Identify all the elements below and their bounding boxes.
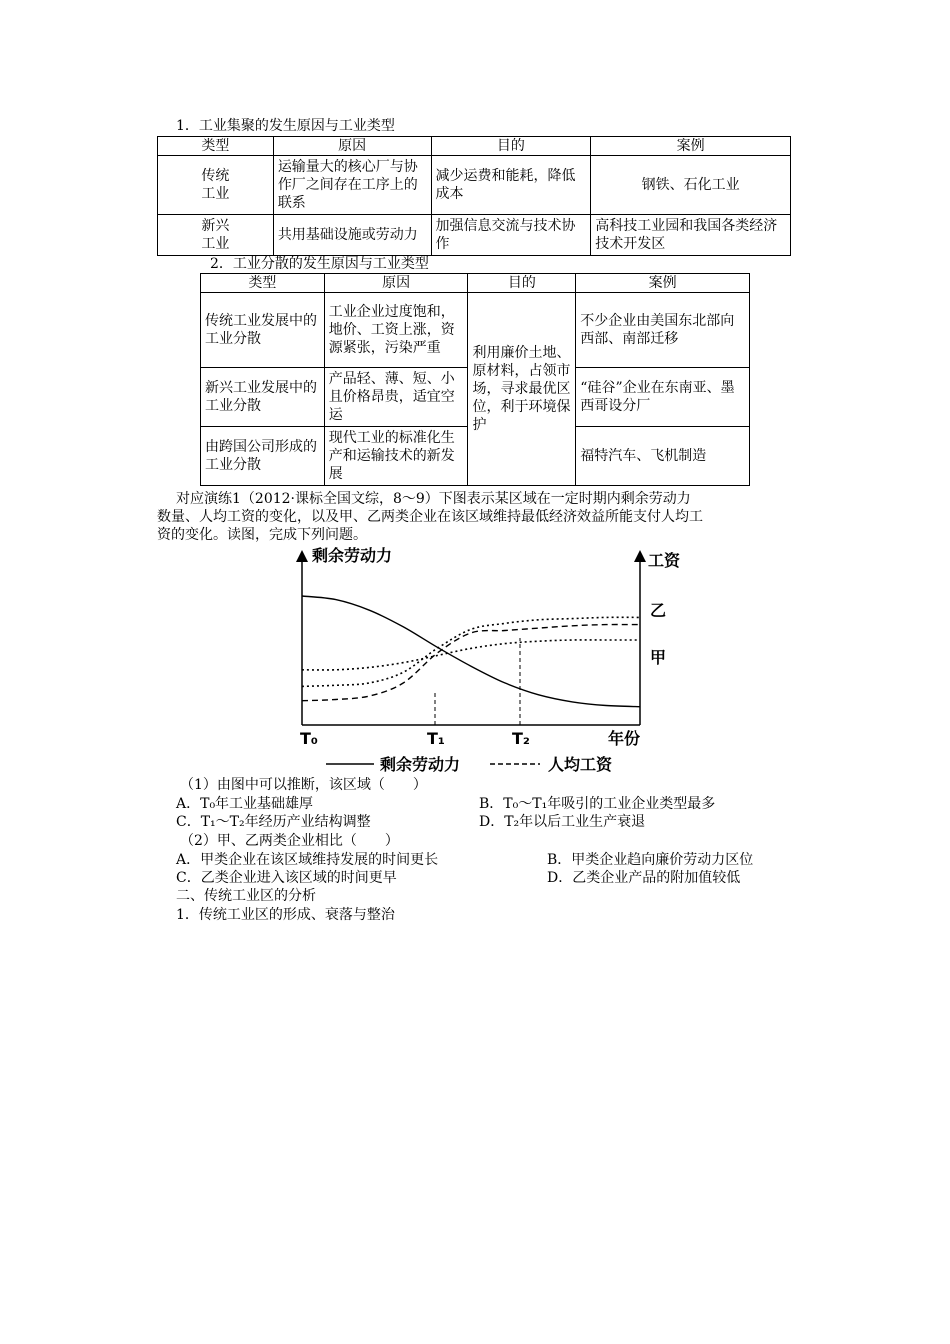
cell-reason: 工业企业过度饱和，地价、工资上涨，资源紧张，污染严重 bbox=[324, 293, 468, 368]
cell-type: 传统工业发展中的工业分散 bbox=[201, 293, 325, 368]
yi-min-wage-line bbox=[302, 617, 640, 686]
q1-option-d: D．T₂年以后工业生产衰退 bbox=[479, 814, 646, 830]
cell-reason: 运输量大的核心厂与协作厂之间存在工序上的联系 bbox=[273, 156, 431, 215]
header-type: 类型 bbox=[201, 274, 325, 293]
table-header-row bbox=[158, 137, 791, 156]
table-header-row bbox=[201, 274, 750, 293]
agglomeration-table bbox=[157, 136, 791, 256]
header-type: 类型 bbox=[158, 137, 274, 156]
q2-option-b: B．甲类企业趋向廉价劳动力区位 bbox=[547, 852, 754, 868]
section3-heading: 二、传统工业区的分析 bbox=[176, 888, 316, 904]
legend-label-wage: 人均工资 bbox=[548, 755, 613, 774]
section1-title: 1．工业集聚的发生原因与工业类型 bbox=[176, 118, 395, 134]
header-reason: 原因 bbox=[273, 137, 431, 156]
cell-reason: 共用基础设施或劳动力 bbox=[273, 215, 431, 256]
wage-line bbox=[302, 625, 640, 701]
header-reason: 原因 bbox=[324, 274, 468, 293]
section3-sub: 1．传统工业区的形成、衰落与整治 bbox=[176, 907, 395, 923]
cell-type: 新兴工业发展中的工业分散 bbox=[201, 368, 325, 427]
cell-case: 钢铁、石化工业 bbox=[591, 156, 791, 215]
cell-type: 由跨国公司形成的工业分散 bbox=[201, 427, 325, 486]
exercise-intro-line-2: 数量、人均工资的变化，以及甲、乙两类企业在该区域维持最低经济效益所能支付人均工 bbox=[157, 509, 703, 525]
x-axis-label: 年份 bbox=[608, 729, 641, 748]
header-case: 案例 bbox=[576, 274, 750, 293]
q2-option-d: D．乙类企业产品的附加值较低 bbox=[547, 870, 741, 886]
tick-label-t1: T₁ bbox=[427, 729, 445, 748]
cell-reason: 产品轻、薄、短、小且价格昂贵，适宜空运 bbox=[324, 368, 468, 427]
right-axis-label: 工资 bbox=[648, 551, 681, 570]
cell-case: 高科技工业园和我国各类经济技术开发区 bbox=[591, 215, 791, 256]
left-axis-label: 剩余劳动力 bbox=[312, 546, 393, 565]
header-purpose: 目的 bbox=[468, 274, 576, 293]
section2-title: 2．工业分散的发生原因与工业类型 bbox=[210, 256, 429, 272]
q2-option-c: C．乙类企业进入该区域的时间更早 bbox=[176, 870, 397, 886]
cell-case: 不少企业由美国东北部向西部、南部迁移 bbox=[576, 293, 750, 368]
cell-purpose: 加强信息交流与技术协作 bbox=[431, 215, 591, 256]
q2-option-a: A．甲类企业在该区域维持发展的时间更长 bbox=[176, 852, 439, 868]
cell-case: “硅谷”企业在东南亚、墨西哥设分厂 bbox=[576, 368, 750, 427]
tick-label-t2: T₂ bbox=[512, 729, 530, 748]
dispersion-table bbox=[200, 273, 750, 486]
question-1: （1）由图中可以推断，该区域（ ） bbox=[180, 777, 427, 793]
q1-option-a: A．T₀年工业基础雄厚 bbox=[176, 796, 314, 812]
table-row bbox=[158, 215, 791, 256]
table-row bbox=[158, 156, 791, 215]
cell-type: 传统 工业 bbox=[158, 156, 274, 215]
series-label-yi: 乙 bbox=[650, 601, 667, 620]
exercise-intro-line-1: 对应演练1（2012·课标全国文综，8～9）下图表示某区域在一定时期内剩余劳动力 bbox=[176, 491, 691, 507]
legend-label-labor: 剩余劳动力 bbox=[380, 755, 461, 774]
series-label-jia: 甲 bbox=[650, 648, 667, 667]
labor-wage-chart bbox=[290, 540, 690, 778]
cell-reason: 现代工业的标准化生产和运输技术的新发展 bbox=[324, 427, 468, 486]
q1-option-c: C．T₁～T₂年经历产业结构调整 bbox=[176, 814, 371, 830]
cell-purpose: 利用廉价土地、原材料，占领市场，寻求最优区位，利于环境保护 bbox=[468, 293, 576, 486]
question-2: （2）甲、乙两类企业相比（ ） bbox=[180, 833, 399, 849]
tick-label-t0: T₀ bbox=[300, 729, 318, 748]
header-case: 案例 bbox=[591, 137, 791, 156]
cell-case: 福特汽车、飞机制造 bbox=[576, 427, 750, 486]
exercise-intro-line-3: 资的变化。读图，完成下列问题。 bbox=[157, 527, 367, 543]
cell-type: 新兴 工业 bbox=[158, 215, 274, 256]
cell-purpose: 减少运费和能耗，降低成本 bbox=[431, 156, 591, 215]
header-purpose: 目的 bbox=[431, 137, 591, 156]
table-row bbox=[201, 293, 750, 368]
q1-option-b: B．T₀～T₁年吸引的工业企业类型最多 bbox=[479, 796, 716, 812]
surplus-labor-line bbox=[302, 596, 640, 707]
